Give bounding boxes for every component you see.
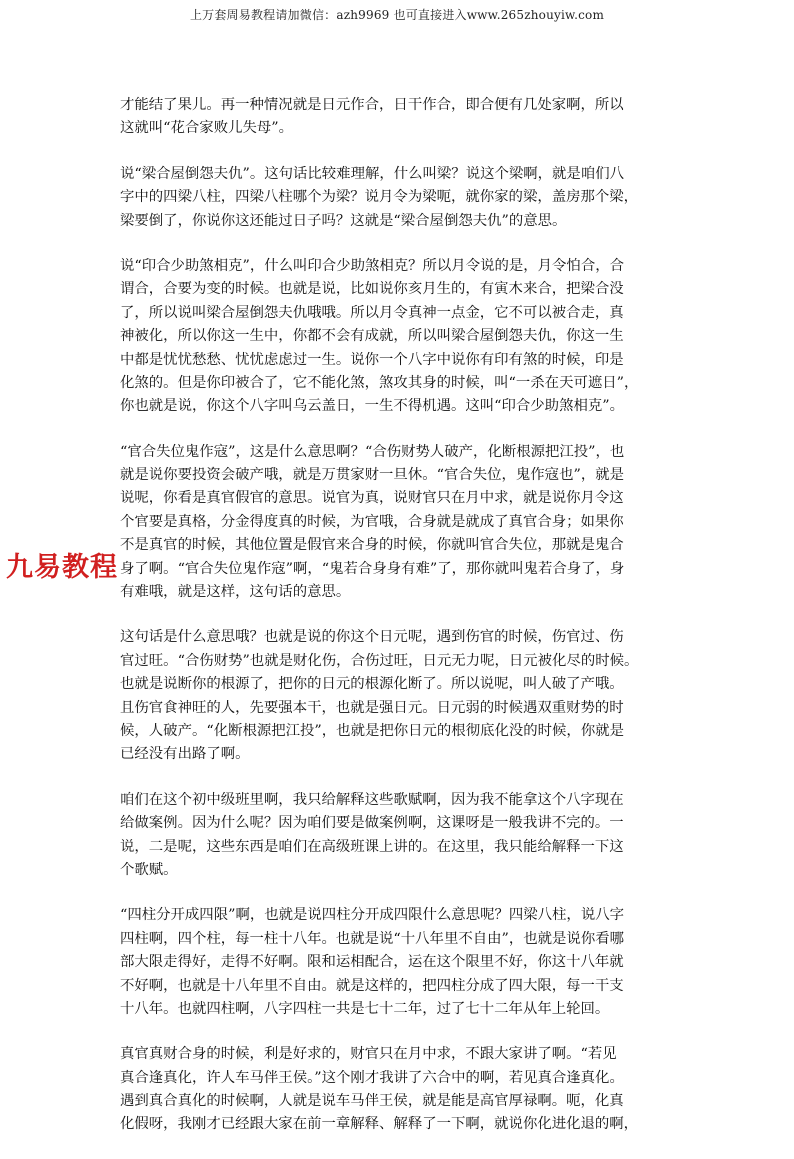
text-line: 部大限走得好，走得不好啊。限和运相配合，运在这个限里不好，你这十八年就	[120, 954, 624, 971]
text-line: 且伤官食神旺的人，先要强本干，也就是强日元。日元弱的时候遇双重财势的时	[120, 699, 624, 716]
text-line: 候，人破产。“化断根源把江投”，也就是把你日元的根彻底化没的时候，你就是	[120, 722, 624, 739]
paragraph	[120, 94, 676, 141]
text-line: 神被化，所以你这一生中，你都不会有成就，所以叫梁合屋倒怨夫仇，你这一生	[120, 328, 624, 345]
text-line: 说“梁合屋倒怨夫仇”。这句话比较难理解，什么叫梁？说这个梁啊，就是咱们八	[120, 165, 624, 182]
paragraph	[120, 626, 676, 766]
text-line: 谓合，合要为变的时候。也就是说，比如说你亥月生的，有寅木来合，把梁合没	[120, 281, 624, 298]
text-line: 个歌赋。	[120, 861, 178, 878]
text-line: 官过旺。“合伤财势”也就是财化伤，合伤过旺，日元无力呢，日元被化尽的时候。	[120, 652, 639, 669]
text-line: 梁要倒了，你说你这还能过日子吗？这就是“梁合屋倒怨夫仇”的意思。	[120, 212, 567, 229]
text-line: 十八年。也就四柱啊，八字四柱一共是七十二年，过了七十二年从年上轮回。	[120, 1000, 610, 1017]
paragraph	[120, 441, 676, 605]
text-line: 给做案例。因为什么呢？因为咱们要是做案例啊，这课呀是一般我讲不完的。一	[120, 815, 624, 832]
text-line: 化煞的。但是你印被合了，它不能化煞，煞攻其身的时候，叫“一杀在天可遮日”，	[120, 374, 639, 391]
text-line: 咱们在这个初中级班里啊，我只给解释这些歌赋啊，因为我不能拿这个八字现在	[120, 791, 624, 808]
text-line: 了，所以说叫梁合屋倒怨夫仇哦哦。所以月令真神一点金，它不可以被合走，真	[120, 304, 624, 321]
document-body	[120, 94, 676, 1159]
text-line: “官合失位鬼作寇”，这是什么意思啊？“合伤财势人破产，化断根源把江投”，也	[120, 443, 625, 460]
text-line: 真合逢真化，许人车马伴王侯。”这个刚才我讲了六合中的啊，若见真合逢真化。	[120, 1069, 624, 1086]
text-line: 字中的四梁八柱，四梁八柱哪个为梁？说月令为梁呃，就你家的梁，盖房那个梁，	[120, 189, 639, 206]
text-line: 你也就是说，你这个八字叫乌云盖日，一生不得机遇。这叫“印合少助煞相克”。	[120, 398, 624, 415]
paragraph	[120, 789, 676, 883]
text-line: “四柱分开成四限”啊，也就是说四柱分开成四限什么意思呢？四梁八柱，说八字	[120, 907, 624, 924]
text-line: 中都是忧忧愁愁、忧忧虑虑过一生。说你一个八字中说你有印有煞的时候，印是	[120, 351, 624, 368]
text-line: 说呢，你看是真官假官的意思。说官为真，说财官只在月中求，就是说你月令这	[120, 490, 624, 507]
text-line: 个官要是真格，分金得度真的时候，为官哦，合身就是就成了真官合身；如果你	[120, 513, 624, 530]
text-line: 化假呀，我刚才已经跟大家在前一章解释、解释了一下啊，就说你化进化退的啊，	[120, 1116, 639, 1133]
text-line: 遇到真合真化的时候啊，人就是说车马伴王侯，就是能是高官厚禄啊。呃，化真	[120, 1093, 624, 1110]
text-line: 才能结了果儿。再一种情况就是日元作合，日干作合，即合便有几处家啊，所以	[120, 97, 624, 113]
paragraph	[120, 904, 676, 1021]
paragraph	[120, 163, 676, 233]
text-line: 这就叫“花合家败儿失母”。	[120, 120, 294, 137]
text-line: 不好啊，也就是十八年里不自由。就是这样的，把四柱分成了四大限，每一干支	[120, 977, 624, 994]
text-line: 身了啊。“官合失位鬼作寇”啊，“鬼若合身身有难”了，那你就叫鬼若合身了，身	[120, 560, 625, 577]
text-line: 说“印合少助煞相克”，什么叫印合少助煞相克？所以月令说的是，月令怕合，合	[120, 257, 624, 274]
watermark-logo: 九易教程	[6, 552, 118, 583]
text-line: 四柱啊，四个柱，每一柱十八年。也就是说“十八年里不自由”，也就是说你看哪	[120, 930, 624, 947]
text-line: 已经没有出路了啊。	[120, 746, 250, 763]
text-line: 不是真官的时候，其他位置是假官来合身的时候，你就叫官合失位，那就是鬼合	[120, 537, 624, 554]
page-header: 上万套周易教程请加微信：azh9969 也可直接进入www.265zhouyiw.com	[189, 8, 605, 22]
text-line: 就是说你要投资会破产哦，就是万贯家财一旦休。“官合失位，鬼作寇也”，就是	[120, 467, 624, 484]
paragraph	[120, 255, 676, 419]
text-line: 说，二是呢，这些东西是咱们在高级班课上讲的。在这里，我只能给解释一下这	[120, 838, 624, 855]
text-line: 有难哦，就是这样，这句话的意思。	[120, 584, 351, 601]
text-line: 这句话是什么意思哦？也就是说的你这个日元呢，遇到伤官的时候，伤官过、伤	[120, 629, 624, 646]
text-line: 也就是说断你的根源了，把你的日元的根源化断了。所以说呢，叫人破了产哦。	[120, 676, 624, 693]
text-line: 真官真财合身的时候，利是好求的，财官只在月中求，不跟大家讲了啊。“若见	[120, 1046, 617, 1063]
